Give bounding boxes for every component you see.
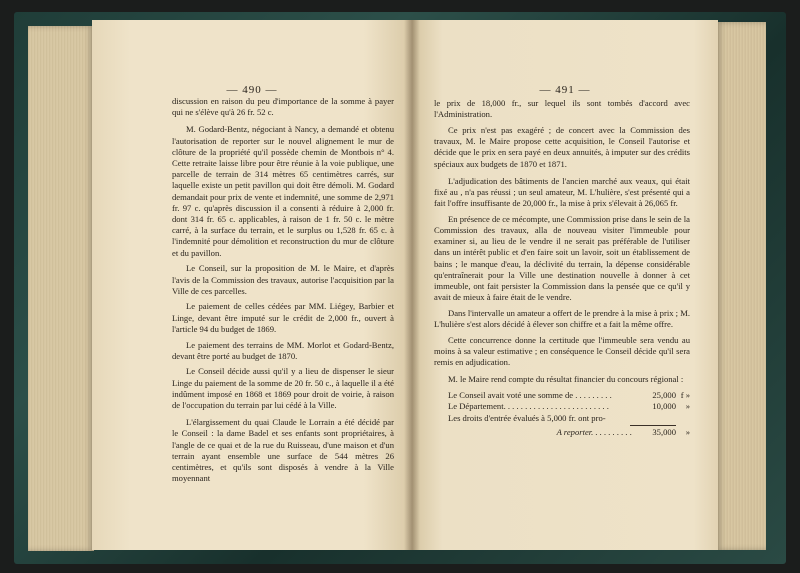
finance-table	[434, 390, 690, 438]
paragraph: L'adjudication des bâtiments de l'ancien marché aux veaux, qui était fixé au , n'a pas réussi ; un seul amateur, M. L'hulière, s'est présenté qui a fait l'offre insuffisante de 20,000 fr., la mise à prix s'élevait à 26,065 fr.	[434, 175, 690, 209]
paragraph: Cette concurrence donne la certitude que l'immeuble sera vendu au moins à sa valeur estimative ; en conséquence le Conseil décide qu'il sera remis en adjudication.	[434, 334, 690, 368]
finance-unit: f »	[680, 390, 690, 401]
right-page-edges	[716, 22, 766, 550]
finance-amount: 25,000	[652, 390, 676, 401]
finance-row	[434, 390, 690, 401]
sum-rule	[630, 425, 676, 426]
left-page	[92, 20, 412, 550]
paragraph: Ce prix n'est pas exagéré ; de concert avec la Commission des travaux, M. le Maire propose cette acquisition, le Conseil l'autorise et décide que le prix en sera payé en deux annuités, à imputer sur des crédits spéciaux aux budgets de 1870 et 1871.	[434, 124, 690, 169]
paragraph: Le Conseil décide aussi qu'il y a lieu de dispenser le sieur Linge du paiement de la somme de 20 fr. 50 c., à laquelle il a été indûment imposé en 1868 et 1869 pour droit de voirie, à raison de l'occupation du terrain par lui cédé à la Ville.	[172, 366, 394, 411]
left-page-edges	[28, 26, 94, 551]
finance-label: Le Conseil avait voté une somme de . . . . . . . . .	[448, 390, 612, 401]
finance-unit: »	[685, 401, 690, 412]
carry-forward-unit: »	[685, 426, 690, 437]
paragraph: Le paiement de celles cédées par MM. Liégey, Barbier et Linge, devant être imputé sur le crédit de 2,000 fr., ouvert à l'article 94 du budget de 1869.	[172, 301, 394, 334]
finance-total-row	[434, 427, 690, 438]
paragraph: M. Godard-Bentz, négociant à Nancy, a demandé et obtenu l'autorisation de reporter sur le nouvel alignement le mur de clôture de la propriété qu'il possède chemin de Montbois n° 4. Cette retraite laisse libre pour être réunie à la voie publique, une parcelle de terrain de 314 mètres 65 centimètres carrés, sur laquelle existe un petit pavillon qui doit être démoli. M. Godard demandait pour prix de vente et indemnité, une somme de 2,971 fr. 97 c. qu'après discussion il a consenti à réduire à 2,000 fr. dont 314 fr. 65 c. applicables, à raison de 1 fr. 50 c. le mètre carré, à la surface du terrain, et le surplus ou 1,528 fr. 65 c. à l'indemnité pour démolition et reconstruction du mur de clôture et du pavillon.	[172, 124, 394, 258]
carry-forward-amount: 35,000	[652, 426, 676, 437]
finance-label: Le Département. . . . . . . . . . . . . . . . . . . . . . . . .	[448, 401, 609, 412]
finance-amount: 10,000	[652, 401, 676, 412]
finance-label: Les droits d'entrée évalués à 5,000 fr. ont pro-	[448, 412, 606, 423]
paragraph: L'élargissement du quai Claude le Lorrain a été décidé par le Conseil : la dame Badel et ses enfants sont propriétaires, à l'angle de ce quai et de la rue du Ruisseau, d'une maison et d'un terrain ayant ensemble une surface de 544 mètres 26 centimètres, et qu'ils sont disposés à vendre à la Ville moyennant	[172, 417, 394, 484]
paragraph: En présence de ce mécompte, une Commission prise dans le sein de la Commission des travaux, alla de nouveau visiter l'immeuble pour examiner si, au lieu de le vendre il ne serait pas préférable de l'utiliser dans un intérêt public et d'en faire soit un lavoir, soit un établissement de bains ; le manque d'eau, la déclivité du terrain, la dépense considérable qu'entraînerait pour la Ville une destination nouvelle à donner à cet immeuble, ont fait persister la Commission dans la pensée que ce qu'il y avait de mieux à faire était de le vendre.	[434, 213, 690, 303]
right-page-number: — 491 —	[539, 84, 591, 96]
paragraph: discussion en raison du peu d'importance de la somme à payer qui ne s'élève qu'à 26 fr. 52 c.	[172, 96, 394, 118]
carry-forward-label: A reporter. . . . . . . . . .	[556, 426, 632, 437]
finance-row	[434, 413, 690, 424]
paragraph: Dans l'intervalle un amateur a offert de le prendre à la mise à prix ; M. L'hulière s'est alors décidé à élever son chiffre et a fait la même offre.	[434, 307, 690, 330]
left-page-number: — 490 —	[226, 84, 278, 96]
book-gutter	[404, 20, 420, 550]
paragraph: Le paiement des terrains de MM. Morlot et Godard-Bentz, devant être porté au budget de 1870.	[172, 339, 394, 361]
right-page	[412, 20, 718, 550]
finance-row	[434, 401, 690, 412]
paragraph: le prix de 18,000 fr., sur lequel ils sont tombés d'accord avec l'Administration.	[434, 98, 690, 120]
paragraph: Le Conseil, sur la proposition de M. le Maire, et d'après l'avis de la Commission des travaux, autorise l'acquisition par la Ville de ces parcelles.	[172, 263, 394, 296]
left-page-text	[172, 96, 394, 489]
right-page-text	[434, 98, 690, 438]
paragraph: M. le Maire rend compte du résultat financier du concours régional :	[448, 374, 684, 385]
